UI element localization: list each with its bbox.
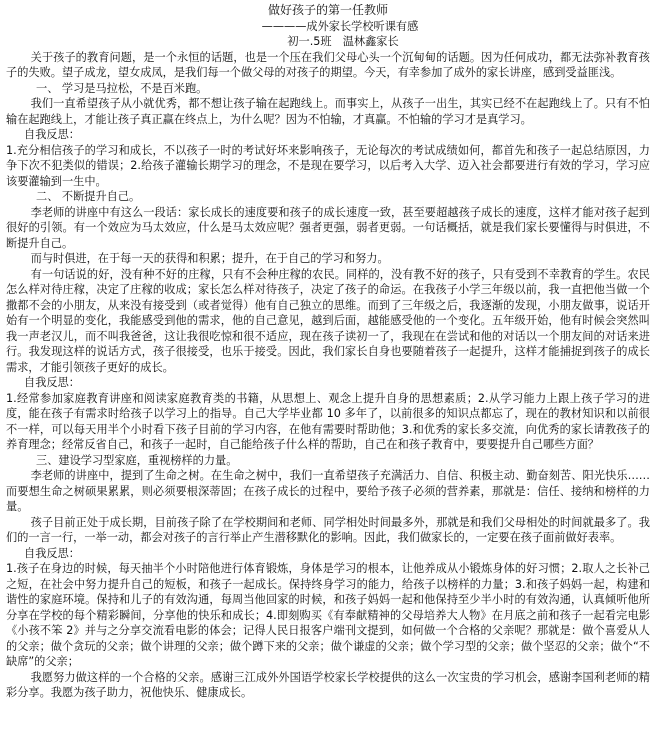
reflection-list: 1.经常参加家庭教育讲座和阅读家庭教育类的书籍，从思想上、观念上提升自身的思想素质；2.从学习能力上跟上孩子学习的进度，能在孩子有需求时给孩子以学习上的指导。自己大学毕业都 10 多年了，以前很多的知识点都忘了，现在的教材知识和以前很不一样，可以每天用半个小时看下孩子目前的学习内容，在他有需要时帮助他；3.和优秀的家长多交流，向优秀的家长请教孩子的养育理念；经常反省自己，和孩子一起时，自己能给孩子什么样的帮助，自己在和孩子教育中，要要提升自己哪些方面？ [6,391,650,451]
document-subtitle: ————成外家长学校听课有感 [261,19,419,33]
body-paragraph: 我愿努力做这样的一个合格的父亲。感谢三江成外外国语学校家长学校提供的这么一次宝贵的学习机会，感谢李国利老师的精彩分享。我愿为孩子助力，祝他快乐、健康成长。 [6,670,650,699]
body-paragraph: 而与时俱进，在于每一天的获得和积累；提升，在于自己的学习和努力。 [30,252,389,265]
reflection-label: 自我反思： [24,128,80,141]
body-paragraph: 关于孩子的教育问题，是一个永恒的话题，也是一个压在我们父母心头一个沉甸甸的话题。因为任何成功，都无法弥补教育孩子的失败。望子成龙，望女成凤，是我们每一个做父母的对孩子的期望。今天，有幸参加了成外的家长讲座，感到受益匪浅。 [6,50,650,79]
reflection-list: 1.孩子在身边的时候，每天抽半个小时陪他进行体育锻炼，身体是学习的根本，让他养成从小锻炼身体的好习惯；2.取人之长补己之短，在社会中努力提升自己的短板，和孩子一起成长。保持终身学习的能力，给孩子以榜样的力量；3.和孩子妈妈一起，构建和谐性的家庭环境。保持和儿子的有效沟通，每周当他回家的时候，和孩子妈妈一起和他保持至少半小时的有效沟通，认真倾听他所分享在学校的每个精彩瞬间，分享他的快乐和成长；4.即刻购买《有奉献精神的父母培养大人物》在月底之前和孩子一起看完电影《小孩不笨 2》并与之分享交流看电影的体会；记得人民日报客户端刊文提到，如何做一个合格的父亲呢？那就是：做个喜爱从人的父亲；做个贪玩的父亲；做个讲理的父亲；做个蹲下来的父亲；做个谦虚的父亲；做个学习型的父亲；做个坚忍的父亲；做个“不缺席”的父亲； [6,562,650,668]
section-heading: 二、 不断提升自己。 [36,190,141,203]
document-body [6,50,650,701]
reflection-label: 自我反思： [24,546,80,560]
body-paragraph: 我们一直希望孩子从小就优秀，都不想让孩子输在起跑线上。而事实上，从孩子一出生，其实已经不在起跑线上了。只有不怕输在起跑线上，才能让孩子真正赢在终点上，为什么呢？因为不怕输，才真赢。不怕输的学习才是真学习。 [6,97,650,126]
body-paragraph: 有一句话说的好，没有种不好的庄稼，只有不会种庄稼的农民。同样的，没有教不好的孩子，只有受到不幸教育的学生。农民怎么样对待庄稼，决定了庄稼的收成；家长怎么样对待孩子，决定了孩子的命运。在我孩子小学三年级以前，我一直把他当做一个撒都不会的小朋友，从来没有接受到（或者觉得）他有自己独立的思维。而到了三年级之后，我逐渐的发现，小朋友做事，说话开始有一个明显的变化，我能感受到他的需求，他的自己意见，越到后面，越能感受他的一个变化。五年级开始，他有时候会突然叫我一声老汉儿，而不叫我爸爸，这让我很吃惊和很不适应，现在孩子读初一了，我现在在尝试和他的对话以一个朋友间的对话来进行。我发现这样的说话方式，孩子很接受，也乐于接受。因此，我们家长自身也要随着孩子一起提升，这样才能捕捉到孩子的成长需求，才能引领孩子更好的成长。 [6,267,650,374]
reflection-label: 自我反思： [24,376,80,389]
body-paragraph: 李老师的讲座中，提到了生命之树。在生命之树中，我们一直希望孩子充满活力、自信、积极主动、勤奋刻苦、阳光快乐……而要想生命之树硕果累累，则必须要根深蒂固；在孩子成长的过程中，要给予孩子必须的营养素，那就是：信任、接纳和榜样的力量。 [6,469,650,513]
section-heading: 三、建设学习型家庭，重视榜样的力量。 [36,453,238,467]
document-title: 做好孩子的第一任教师 [267,3,388,17]
body-paragraph: 孩子目前正处于成长期，目前孩子除了在学校期间和老师、同学相处时间最多外，那就是和我们父母相处的时间就最多了。我们的一言一行，一举一动，都会对孩子的言行举止产生潜移默化的影响。因此，我们做家长的，一定要在孩子面前做好表率。 [6,515,650,544]
body-paragraph: 李老师的讲座中有这么一段话：家长成长的速度要和孩子的成长速度一致，甚至要超越孩子成长的速度，这样才能对孩子起到很好的引领。有一个效应为马太效应，什么是马太效应呢？强者更强，弱者更弱。一句话概括，就是我们家长要懂得与时俱进，不断提升自己。 [6,205,650,250]
reflection-list: 1.充分相信孩子的学习和成长，不以孩子一时的考试好坏来影响孩子，无论每次的考试成绩如何，都首先和孩子一起总结原因，力争下次不犯类似的错误；2.给孩子灌输长期学习的理念，不是现在要学习，以后考入大学、迈入社会都要进行有效的学习，学习应该要灌输到一生中。 [6,143,650,188]
section-heading: 一、 学习是马拉松，不是百米跑。 [36,81,208,95]
document-author: 初一.5班 温林鑫家长 [287,35,399,48]
